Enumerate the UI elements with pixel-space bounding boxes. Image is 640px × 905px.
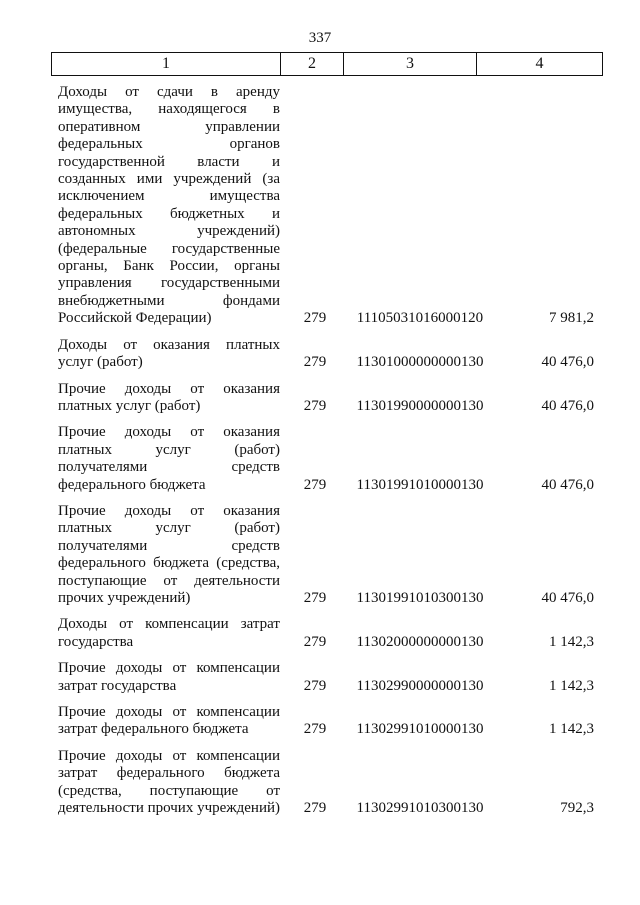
table-row (58, 424, 598, 494)
description-line: государственной власти и (58, 153, 280, 170)
description-line: федерального бюджета (58, 476, 206, 493)
table-row (58, 660, 598, 695)
amount: 1 142,3 (549, 633, 594, 650)
description-line: Прочие доходы от оказания (58, 380, 280, 397)
description-line: автономных учреждений) (58, 223, 280, 240)
description-line: государства (58, 633, 134, 650)
description-line: Российской Федерации) (58, 310, 212, 327)
description-line: федерального бюджета (средства, (58, 555, 280, 572)
admin-code: 279 (303, 677, 327, 694)
description-line: управления государственными (58, 275, 280, 292)
header-row (52, 53, 603, 76)
description-line: Доходы от сдачи в аренду (58, 84, 280, 100)
budget-classification-code: 11301991010000130 (356, 476, 484, 493)
description-line: Прочие доходы от компенсации (58, 704, 280, 720)
description-line: платных услуг (работ) (58, 520, 280, 537)
description-line: федеральных бюджетных и (58, 205, 280, 222)
budget-classification-code: 11302991010000130 (356, 721, 484, 738)
budget-classification-code: 11302991010300130 (356, 800, 484, 817)
description-line: услуг (работ) (58, 354, 143, 371)
description-line: затрат государства (58, 677, 177, 694)
table-row (58, 748, 598, 818)
row-description (58, 748, 280, 818)
column-header-table (51, 52, 603, 76)
description-line: оперативном управлении (58, 118, 280, 135)
description-line: Прочие доходы от компенсации (58, 747, 280, 764)
description-line: (федеральные государственные (58, 240, 280, 257)
amount: 1 142,3 (549, 721, 594, 738)
description-line: деятельности прочих учреждений) (58, 800, 281, 817)
description-line: поступающие от деятельности (58, 572, 280, 589)
admin-code: 279 (303, 354, 327, 371)
description-line: затрат федерального бюджета (58, 721, 249, 738)
admin-code: 279 (303, 633, 327, 650)
description-line: исключением имущества (58, 188, 280, 205)
budget-classification-code: 11302000000000130 (356, 633, 484, 650)
description-line: органы, Банк России, органы (58, 258, 280, 275)
amount: 40 476,0 (541, 397, 594, 414)
admin-code: 279 (303, 800, 327, 817)
description-line: получателями средств (58, 537, 280, 554)
page-number: 337 (308, 30, 332, 46)
description-line: получателями средств (58, 459, 280, 476)
budget-classification-code: 11301990000000130 (356, 397, 484, 414)
row-description (58, 84, 280, 328)
description-line: федеральных органов (58, 136, 280, 153)
amount: 40 476,0 (541, 354, 594, 371)
budget-classification-code: 11302990000000130 (356, 677, 484, 694)
description-line: Прочие доходы от оказания (58, 424, 280, 441)
admin-code: 279 (303, 589, 327, 606)
table-row (58, 616, 598, 651)
table-row (58, 503, 598, 607)
amount: 40 476,0 (541, 589, 594, 606)
admin-code: 279 (303, 476, 327, 493)
amount: 1 142,3 (549, 677, 594, 694)
header-col-1: 1 (52, 53, 281, 76)
budget-classification-code: 11301000000000130 (356, 354, 484, 371)
description-line: Прочие доходы от оказания (58, 502, 280, 519)
header-col-3: 3 (344, 53, 477, 76)
amount: 792,3 (560, 800, 594, 817)
table-row (58, 84, 598, 328)
budget-classification-code: 11301991010300130 (356, 589, 484, 606)
admin-code: 279 (303, 721, 327, 738)
header-col-4: 4 (477, 53, 603, 76)
table-row (58, 337, 598, 372)
table-row (58, 704, 598, 739)
description-line: имущества, находящегося в (58, 101, 280, 118)
description-line: Прочие доходы от компенсации (58, 660, 280, 677)
row-description (58, 337, 280, 372)
row-description (58, 381, 280, 416)
description-line: платных услуг (работ) (58, 441, 280, 458)
header-col-2: 2 (281, 53, 344, 76)
budget-classification-code: 11105031016000120 (356, 310, 484, 327)
table-row (58, 381, 598, 416)
description-line: (средства, поступающие от (58, 782, 280, 799)
description-line: затрат федерального бюджета (58, 765, 280, 782)
admin-code: 279 (303, 310, 327, 327)
description-line: Доходы от компенсации затрат (58, 616, 280, 633)
row-description (58, 704, 280, 739)
admin-code: 279 (303, 397, 327, 414)
row-description (58, 424, 280, 494)
amount: 7 981,2 (549, 310, 594, 327)
row-description (58, 616, 280, 651)
amount: 40 476,0 (541, 476, 594, 493)
row-description (58, 503, 280, 607)
description-line: созданных ими учреждений (за (58, 171, 280, 188)
description-line: внебюджетными фондами (58, 292, 280, 309)
description-line: Доходы от оказания платных (58, 336, 280, 353)
description-line: прочих учреждений) (58, 589, 191, 606)
row-description (58, 660, 280, 695)
table-body (58, 84, 598, 826)
description-line: платных услуг (работ) (58, 397, 201, 414)
